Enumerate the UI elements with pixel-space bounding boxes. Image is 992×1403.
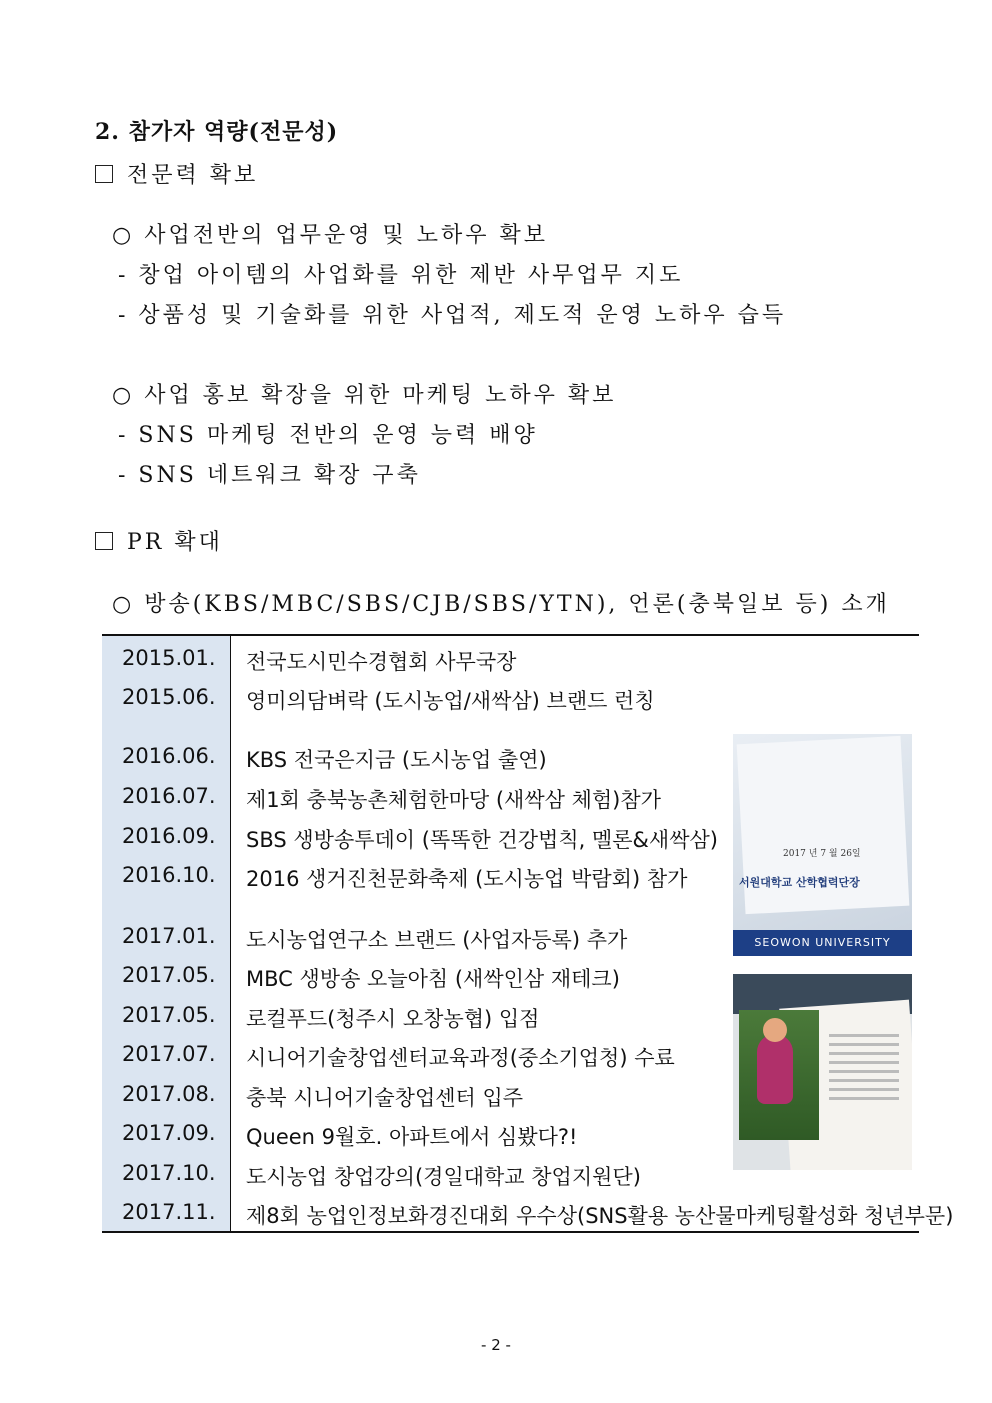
section-title: 2. 참가자 역량(전문성) (95, 119, 339, 145)
row-date: 2016.06. (122, 744, 216, 768)
row-text: 영미의담벼락 (도시농업/새싹삼) 브랜드 런칭 (246, 689, 655, 713)
row-text: MBC 생방송 오늘아침 (새싹인삼 재테크) (246, 967, 620, 991)
checkbox-heading-label: PR 확대 (127, 530, 223, 555)
bullet-item: ○ 사업 홍보 확장을 위한 마케팅 노하우 확보 (112, 383, 617, 408)
table-row (102, 642, 919, 680)
square-box-icon (95, 165, 113, 183)
row-date: 2017.08. (122, 1082, 216, 1106)
university-band: SEOWON UNIVERSITY (733, 930, 912, 956)
row-text: Queen 9월호. 아파트에서 심봤다?! (246, 1125, 578, 1149)
row-text: 시니어기술창업센터교육과정(중소기업청) 수료 (246, 1046, 675, 1070)
row-date: 2017.05. (122, 1003, 216, 1027)
dash-item: - 창업 아이템의 사업화를 위한 제반 사무업무 지도 (118, 263, 684, 288)
row-date: 2017.09. (122, 1121, 216, 1145)
row-date: 2015.06. (122, 685, 216, 709)
row-text: 도시농업 창업강의(경일대학교 창업지원단) (246, 1165, 641, 1189)
row-date: 2017.01. (122, 924, 216, 948)
table-row (102, 681, 919, 719)
bullet-item: ○ 방송(KBS/MBC/SBS/CJB/SBS/YTN), 언론(충북일보 등) 소개 (112, 592, 890, 617)
row-text: SBS 생방송투데이 (똑똑한 건강법칙, 멜론&새싹삼) (246, 828, 718, 852)
row-date: 2017.07. (122, 1042, 216, 1066)
row-date: 2016.07. (122, 784, 216, 808)
dash-item: - SNS 마케팅 전반의 운영 능력 배양 (118, 423, 538, 448)
row-text: 충북 시니어기술창업센터 입주 (246, 1086, 524, 1110)
row-date: 2017.05. (122, 963, 216, 987)
row-text: 도시농업연구소 브랜드 (사업자등록) 추가 (246, 928, 628, 952)
row-date: 2017.11. (122, 1200, 216, 1224)
dash-item: - 상품성 및 기술화를 위한 사업적, 제도적 운영 노하우 습득 (118, 303, 787, 328)
dash-item: - SNS 네트워크 확장 구축 (118, 463, 421, 488)
certificate-issuer: 서원대학교 산학협력단장 (739, 876, 860, 889)
row-date: 2015.01. (122, 646, 216, 670)
person-figure (757, 1034, 793, 1104)
row-date: 2016.10. (122, 863, 216, 887)
square-box-icon (95, 532, 113, 550)
article-text-lines (829, 1034, 899, 1106)
row-date: 2016.09. (122, 824, 216, 848)
row-text: KBS 전국은지금 (도시농업 출연) (246, 748, 547, 772)
checkbox-heading-label: 전문력 확보 (127, 163, 259, 188)
certificate-photo (733, 734, 912, 956)
row-text: 로컬푸드(청주시 오창농협) 입점 (246, 1007, 540, 1031)
checkbox-heading-expertise (95, 158, 258, 189)
row-text: 제1회 충북농촌체험한마당 (새싹삼 체험)참가 (246, 788, 661, 812)
table-row (102, 1196, 954, 1234)
person-head (763, 1018, 787, 1042)
magazine-photo (733, 974, 912, 1170)
row-text: 전국도시민수경협회 사무국장 (246, 650, 517, 674)
row-date: 2017.10. (122, 1161, 216, 1185)
row-text: 제8회 농업인정보화경진대회 우수상(SNS활용 농산물마케팅활성화 청년부문) (246, 1204, 954, 1228)
row-text: 2016 생거진천문화축제 (도시농업 박람회) 참가 (246, 867, 688, 891)
page-number: - 2 - (481, 1336, 511, 1354)
checkbox-heading-pr (95, 525, 223, 556)
certificate-date: 2017 년 7 월 26일 (783, 849, 861, 859)
bullet-item: ○ 사업전반의 업무운영 및 노하우 확보 (112, 223, 548, 248)
